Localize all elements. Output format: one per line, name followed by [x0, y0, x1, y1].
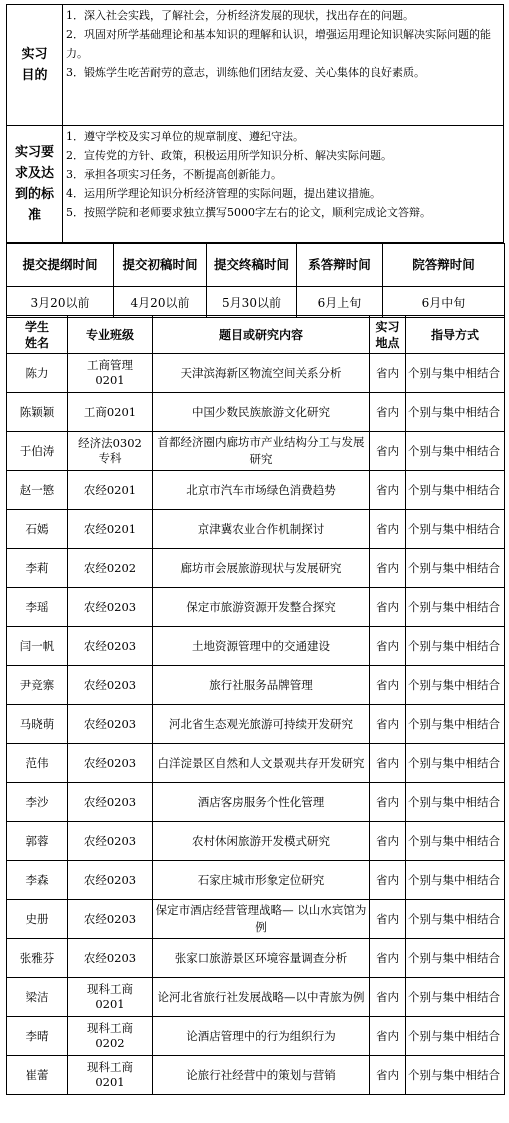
guidance-mode: 个别与集中相结合: [406, 978, 505, 1017]
header-name: 学生 姓名: [7, 316, 68, 354]
internship-place: 省内: [370, 393, 406, 432]
research-title: 北京市汽车市场绿色消费趋势: [153, 471, 370, 510]
research-title: 中国少数民族旅游文化研究: [153, 393, 370, 432]
requirements-item: 2．宣传党的方针、政策，积极运用所学知识分析、解决实际问题。: [66, 149, 392, 162]
student-name: 陈颖颖: [7, 393, 68, 432]
research-title: 京津冀农业合作机制探讨: [153, 510, 370, 549]
requirements-item: 4．运用所学理论知识分析经济管理的实际问题，提出建议措施。: [66, 187, 381, 200]
guidance-mode: 个别与集中相结合: [406, 549, 505, 588]
student-class: 工商管理 0201: [68, 354, 153, 393]
internship-place: 省内: [370, 549, 406, 588]
table-row: [7, 900, 505, 939]
student-header-row: [7, 316, 505, 354]
table-row: [7, 666, 505, 705]
table-row: [7, 627, 505, 666]
research-title: 论旅行社经营中的策划与营销: [153, 1056, 370, 1095]
guidance-mode: 个别与集中相结合: [406, 900, 505, 939]
guidance-mode: 个别与集中相结合: [406, 1017, 505, 1056]
internship-info-table: [6, 4, 504, 243]
student-name: 陈力: [7, 354, 68, 393]
guidance-mode: 个别与集中相结合: [406, 627, 505, 666]
guidance-mode: 个别与集中相结合: [406, 432, 505, 471]
student-name: 范伟: [7, 744, 68, 783]
student-name: 李瑶: [7, 588, 68, 627]
student-name: 崔蕾: [7, 1056, 68, 1095]
table-row: [7, 354, 505, 393]
student-class: 农经0203: [68, 939, 153, 978]
research-title: 论酒店管理中的行为组织行为: [153, 1017, 370, 1056]
research-title: 天津滨海新区物流空间关系分析: [153, 354, 370, 393]
internship-place: 省内: [370, 861, 406, 900]
student-topic-body: [7, 316, 505, 1095]
research-title: 论河北省旅行社发展战略—以中青旅为例: [153, 978, 370, 1017]
internship-place: 省内: [370, 900, 406, 939]
table-row: [7, 978, 505, 1017]
internship-place: 省内: [370, 510, 406, 549]
student-name: 马晓萌: [7, 705, 68, 744]
student-name: 李沙: [7, 783, 68, 822]
student-class: 工商0201: [68, 393, 153, 432]
research-title: 张家口旅游景区环境容量调查分析: [153, 939, 370, 978]
requirements-item: 5．按照学院和老师要求独立撰写5000字左右的论文，顺利完成论文答辩。: [66, 206, 431, 219]
schedule-value: 4月20以前: [114, 287, 207, 318]
requirements-label: [7, 126, 63, 243]
internship-place: 省内: [370, 588, 406, 627]
student-name: 李森: [7, 861, 68, 900]
table-row: [7, 588, 505, 627]
research-title: 保定市酒店经营管理战略— 以山水宾馆为例: [153, 900, 370, 939]
internship-place: 省内: [370, 354, 406, 393]
table-row: [7, 744, 505, 783]
guidance-mode: 个别与集中相结合: [406, 471, 505, 510]
schedule-header: 提交初稿时间: [114, 244, 207, 287]
student-name: 闫一帆: [7, 627, 68, 666]
header-class: 专业班级: [68, 316, 153, 354]
schedule-header: 提交提纲时间: [7, 244, 114, 287]
guidance-mode: 个别与集中相结合: [406, 666, 505, 705]
student-class: 农经0201: [68, 471, 153, 510]
table-row: [7, 1017, 505, 1056]
table-row: [7, 861, 505, 900]
internship-place: 省内: [370, 666, 406, 705]
student-name: 李晴: [7, 1017, 68, 1056]
guidance-mode: 个别与集中相结合: [406, 588, 505, 627]
internship-place: 省内: [370, 783, 406, 822]
guidance-mode: 个别与集中相结合: [406, 939, 505, 978]
requirements-row: [7, 126, 504, 243]
research-title: 保定市旅游资源开发整合探究: [153, 588, 370, 627]
table-row: [7, 705, 505, 744]
header-guide: 指导方式: [406, 316, 505, 354]
student-class: 现科工商 0201: [68, 978, 153, 1017]
internship-place: 省内: [370, 1017, 406, 1056]
student-name: 梁洁: [7, 978, 68, 1017]
internship-place: 省内: [370, 471, 406, 510]
student-class: 经济法0302 专科: [68, 432, 153, 471]
research-title: 土地资源管理中的交通建设: [153, 627, 370, 666]
student-class: 农经0203: [68, 627, 153, 666]
purpose-label: [7, 5, 63, 126]
schedule-value: 5月30以前: [207, 287, 297, 318]
table-row: [7, 471, 505, 510]
guidance-mode: 个别与集中相结合: [406, 861, 505, 900]
table-row: [7, 432, 505, 471]
internship-place: 省内: [370, 822, 406, 861]
header-title: 题目或研究内容: [153, 316, 370, 354]
table-row: [7, 510, 505, 549]
table-row: [7, 822, 505, 861]
schedule-header: 提交终稿时间: [207, 244, 297, 287]
schedule-value-row: [7, 287, 505, 318]
student-topic-table: [6, 315, 505, 1095]
internship-place: 省内: [370, 744, 406, 783]
guidance-mode: 个别与集中相结合: [406, 510, 505, 549]
purpose-label-text: 实习 目的: [21, 47, 48, 83]
purpose-item: 2．巩固对所学基础理论和基本知识的理解和认识，增强运用理论知识解决实际问题的能力。: [66, 28, 491, 60]
student-class: 农经0203: [68, 666, 153, 705]
student-name: 尹竞寨: [7, 666, 68, 705]
guidance-mode: 个别与集中相结合: [406, 1056, 505, 1095]
research-title: 廊坊市会展旅游现状与发展研究: [153, 549, 370, 588]
table-row: [7, 1056, 505, 1095]
requirements-content: [63, 126, 504, 243]
internship-place: 省内: [370, 1056, 406, 1095]
research-title: 河北省生态观光旅游可持续开发研究: [153, 705, 370, 744]
student-name: 李莉: [7, 549, 68, 588]
schedule-value: 3月20以前: [7, 287, 114, 318]
student-name: 于伯涛: [7, 432, 68, 471]
student-class: 现科工商 0202: [68, 1017, 153, 1056]
student-class: 农经0203: [68, 705, 153, 744]
table-row: [7, 549, 505, 588]
student-class: 农经0203: [68, 588, 153, 627]
internship-place: 省内: [370, 627, 406, 666]
student-class: 农经0203: [68, 783, 153, 822]
table-row: [7, 783, 505, 822]
requirements-item: 3．承担各项实习任务，不断提高创新能力。: [66, 168, 282, 181]
schedule-header: 院答辩时间: [383, 244, 505, 287]
schedule-value: 6月中旬: [383, 287, 505, 318]
research-title: 白洋淀景区自然和人文景观共存开发研究: [153, 744, 370, 783]
student-class: 农经0203: [68, 900, 153, 939]
requirements-label-text: 实习要 求及达 到的标 准: [14, 145, 54, 223]
purpose-item: 1．深入社会实践，了解社会，分析经济发展的现状，找出存在的问题。: [66, 9, 414, 22]
guidance-mode: 个别与集中相结合: [406, 354, 505, 393]
purpose-content: [63, 5, 504, 126]
guidance-mode: 个别与集中相结合: [406, 822, 505, 861]
guidance-mode: 个别与集中相结合: [406, 705, 505, 744]
internship-place: 省内: [370, 978, 406, 1017]
student-name: 赵一慜: [7, 471, 68, 510]
internship-place: 省内: [370, 432, 406, 471]
student-name: 郭蓉: [7, 822, 68, 861]
schedule-header-row: [7, 244, 505, 287]
schedule-table: [6, 243, 505, 318]
student-name: 张雅芬: [7, 939, 68, 978]
student-name: 史册: [7, 900, 68, 939]
purpose-row: [7, 5, 504, 126]
guidance-mode: 个别与集中相结合: [406, 393, 505, 432]
research-title: 石家庄城市形象定位研究: [153, 861, 370, 900]
purpose-item: 3．锻炼学生吃苦耐劳的意志，训练他们团结友爱、关心集体的良好素质。: [66, 66, 425, 79]
research-title: 首都经济圈内廊坊市产业结构分工与发展研究: [153, 432, 370, 471]
schedule-header: 系答辩时间: [297, 244, 383, 287]
table-row: [7, 393, 505, 432]
student-class: 农经0203: [68, 861, 153, 900]
research-title: 旅行社服务品牌管理: [153, 666, 370, 705]
header-place: 实习 地点: [370, 316, 406, 354]
guidance-mode: 个别与集中相结合: [406, 783, 505, 822]
student-class: 农经0202: [68, 549, 153, 588]
student-class: 农经0203: [68, 744, 153, 783]
requirements-item: 1．遵守学校及实习单位的规章制度、遵纪守法。: [66, 130, 304, 143]
internship-place: 省内: [370, 939, 406, 978]
student-name: 石嫣: [7, 510, 68, 549]
student-class: 现科工商 0201: [68, 1056, 153, 1095]
student-class: 农经0201: [68, 510, 153, 549]
table-row: [7, 939, 505, 978]
guidance-mode: 个别与集中相结合: [406, 744, 505, 783]
research-title: 酒店客房服务个性化管理: [153, 783, 370, 822]
internship-place: 省内: [370, 705, 406, 744]
research-title: 农村休闲旅游开发模式研究: [153, 822, 370, 861]
schedule-value: 6月上旬: [297, 287, 383, 318]
student-class: 农经0203: [68, 822, 153, 861]
